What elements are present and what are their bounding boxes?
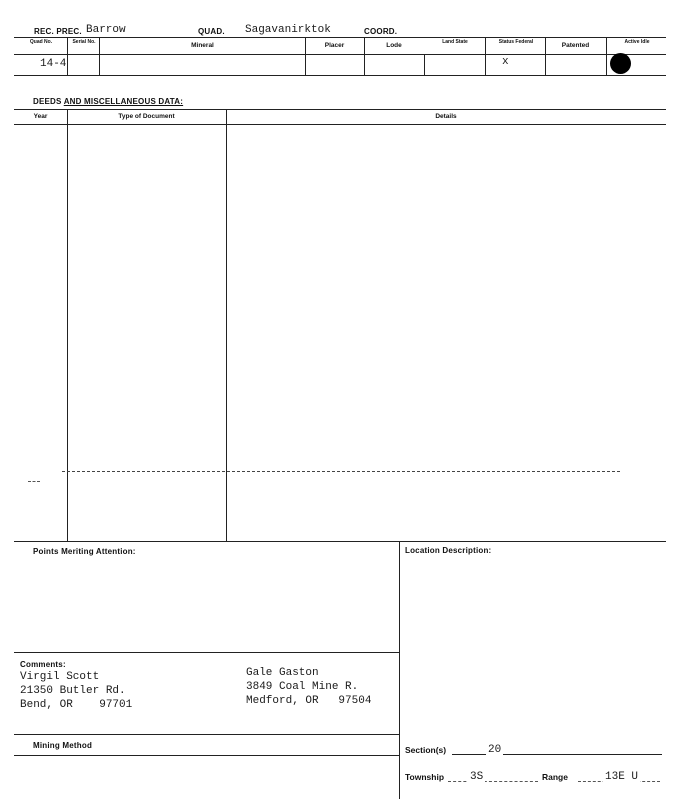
col-divider <box>424 54 425 75</box>
table-header-rule <box>14 54 666 55</box>
comments-right-block <box>246 666 371 708</box>
table-bottom-rule <box>14 75 666 76</box>
deeds-header-rule <box>14 124 666 125</box>
section-line <box>452 754 662 755</box>
col-divider <box>67 38 68 75</box>
location-title: Location Description: <box>405 546 492 555</box>
deeds-top-rule <box>14 109 666 110</box>
col-header-quad-no: Quad No. <box>29 39 53 45</box>
status-federal-value: x <box>502 56 509 68</box>
col-divider <box>485 38 486 75</box>
comments-left-line: 21350 Butler Rd. <box>20 685 126 697</box>
deeds-col-details: Details <box>435 113 457 120</box>
deeds-title-lead: DEEDS <box>33 97 64 106</box>
col-header-status-federal: Status Federal <box>498 39 534 45</box>
col-header-serial-no: Serial No. <box>72 39 96 45</box>
comments-left-block <box>20 670 132 712</box>
col-header-lode: Lode <box>386 42 402 49</box>
col-header-patented: Patented <box>561 42 590 49</box>
deeds-dash-mark <box>28 481 40 482</box>
deeds-dashed-rule <box>62 471 620 472</box>
comments-right-line: Medford, OR 97504 <box>246 695 372 707</box>
table-top-rule <box>14 37 666 38</box>
comments-left-line: Virgil Scott <box>20 671 100 683</box>
quad-value: Sagavanirktok <box>245 24 331 36</box>
comments-rule <box>14 652 400 653</box>
deeds-col-divider <box>67 110 68 541</box>
range-value: 13E U <box>605 771 639 783</box>
township-value: 3S <box>470 771 484 783</box>
township-line <box>448 781 538 782</box>
comments-title: Comments: <box>20 660 66 669</box>
quad-no-value: 14-4 <box>40 58 67 70</box>
coord-label: COORD. <box>364 27 398 36</box>
col-divider <box>606 38 607 75</box>
section-value: 20 <box>488 744 502 756</box>
rec-prec-label: REC. PREC. <box>34 27 82 36</box>
section-label: Section(s) <box>405 745 447 755</box>
deeds-title-rest: AND MISCELLANEOUS DATA: <box>63 97 184 106</box>
col-header-placer: Placer <box>324 42 345 49</box>
mining-rule <box>14 734 400 735</box>
col-header-land-state: Land State <box>442 39 468 45</box>
comments-right-line: 3849 Coal Mine R. <box>246 681 359 693</box>
comments-right-line: Gale Gaston <box>246 667 319 679</box>
quad-label: QUAD. <box>198 27 225 36</box>
col-header-mineral: Mineral <box>191 42 214 49</box>
comments-left-line: Bend, OR 97701 <box>20 699 133 711</box>
deeds-title <box>33 97 183 106</box>
active-marker <box>610 53 631 74</box>
mining-underline <box>14 755 400 756</box>
mining-title: Mining Method <box>33 741 93 750</box>
deeds-col-divider <box>226 110 227 541</box>
deeds-col-year: Year <box>33 113 48 120</box>
range-label: Range <box>542 772 568 782</box>
deeds-col-type: Type of Document <box>118 113 175 120</box>
points-title: Points Meriting Attention: <box>33 547 136 556</box>
township-label: Township <box>405 772 445 782</box>
col-header-active-idle: Active Idle <box>624 39 650 45</box>
lower-vertical-divider <box>399 541 400 799</box>
lower-top-rule <box>14 541 666 542</box>
rec-prec-value: Barrow <box>86 24 126 36</box>
